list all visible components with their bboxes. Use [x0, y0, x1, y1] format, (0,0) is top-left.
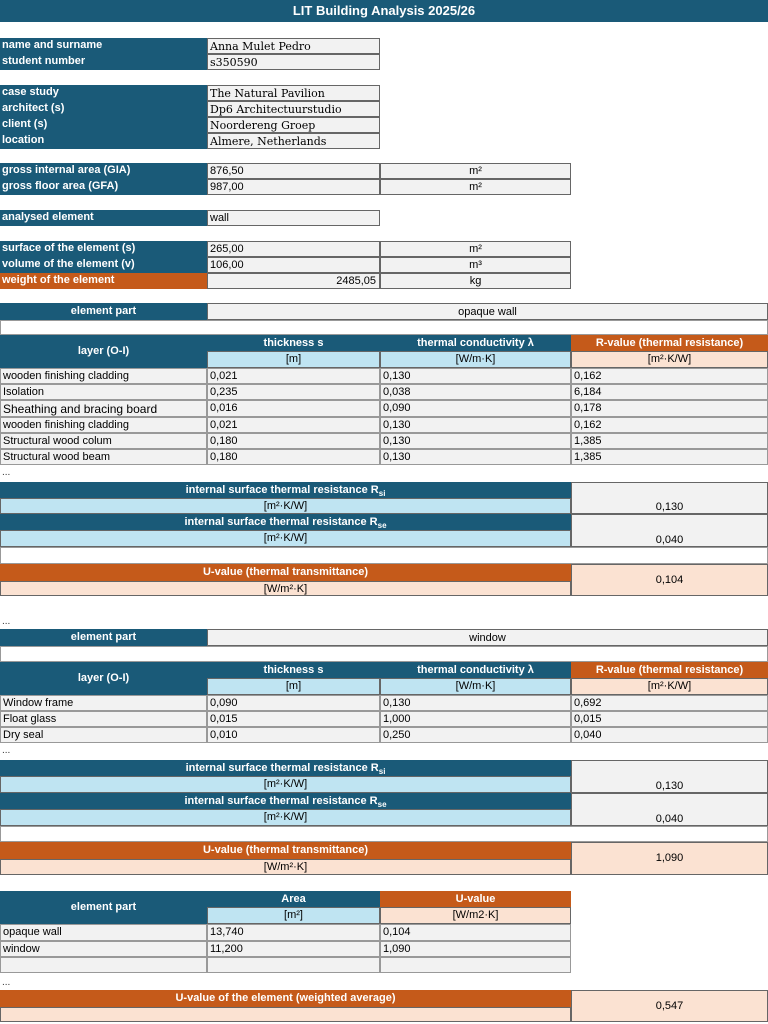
gfa-row	[0, 179, 571, 195]
opaque-rse-row	[0, 514, 768, 547]
summary-u-value: 0,104	[380, 924, 571, 941]
window-rsi-row	[0, 760, 768, 793]
table-row	[0, 384, 768, 400]
summary-u-header: U-value	[380, 891, 571, 907]
window-spacer-2	[0, 826, 768, 842]
table-row	[0, 924, 571, 941]
weighted-label: U-value of the element (weighted average)	[0, 990, 571, 1007]
name-row	[0, 38, 380, 54]
window-rse-value: 0,040	[571, 793, 768, 826]
client-field[interactable]: Noordereng Groep	[207, 117, 380, 133]
opaque-layer-header: layer (O-I)	[0, 335, 207, 368]
window-u-row	[0, 842, 768, 875]
location-row	[0, 133, 380, 149]
weight-row	[0, 273, 571, 289]
gia-row	[0, 163, 571, 179]
opaque-u-row	[0, 564, 768, 596]
ellipsis-text: ...	[2, 616, 11, 627]
layer-r-value: 0,015	[571, 711, 768, 727]
volume-row	[0, 257, 571, 273]
table-row	[0, 957, 571, 973]
opaque-part-row	[0, 303, 768, 320]
weight-label: weight of the element	[0, 273, 207, 289]
table-row	[0, 941, 571, 957]
volume-label: volume of the element (v)	[0, 257, 207, 273]
layer-thickness[interactable]: 0,235	[207, 384, 380, 400]
name-label: name and surname	[0, 38, 207, 54]
layer-thickness[interactable]: 0,180	[207, 449, 380, 465]
layer-thickness[interactable]: 0,010	[207, 727, 380, 743]
client-label: client (s)	[0, 117, 207, 133]
opaque-r-unit: [m²·K/W]	[571, 351, 768, 368]
layer-name: Sheathing and bracing board	[0, 400, 207, 417]
spacer-cell	[0, 646, 768, 662]
surface-field[interactable]: 265,00	[207, 241, 380, 257]
layer-thickness[interactable]: 0,180	[207, 433, 380, 449]
opaque-thickness-unit: [m]	[207, 351, 380, 368]
weighted-value: 0,547	[571, 990, 768, 1022]
layer-conductivity[interactable]: 0,250	[380, 727, 571, 743]
summary-empty-cell[interactable]	[0, 957, 207, 973]
layer-conductivity[interactable]: 0,130	[380, 695, 571, 711]
student-row	[0, 54, 380, 70]
opaque-rsi-row	[0, 482, 768, 514]
architect-field[interactable]: Dp6 Architectuurstudio	[207, 101, 380, 117]
window-rse-label: internal surface thermal resistance $R_{se}$	[0, 793, 571, 809]
opaque-part-value: opaque wall	[207, 303, 768, 320]
volume-field[interactable]: 106,00	[207, 257, 380, 273]
window-conductivity-unit: [W/m·K]	[380, 678, 571, 695]
opaque-rse-unit: [m²·K/W]	[0, 530, 571, 547]
ellipsis-text: ...	[2, 977, 11, 988]
volume-unit: m³	[380, 257, 571, 273]
name-field[interactable]: Anna Mulet Pedro	[207, 38, 380, 54]
window-part-row	[0, 629, 768, 646]
window-conductivity-header: thermal conductivity λ	[380, 662, 571, 678]
layer-thickness[interactable]: 0,016	[207, 400, 380, 417]
window-part-value: window	[207, 629, 768, 646]
layer-conductivity[interactable]: 0,130	[380, 433, 571, 449]
client-row	[0, 117, 380, 133]
layer-conductivity[interactable]: 0,130	[380, 368, 571, 384]
spacer-cell	[0, 320, 768, 335]
summary-part-name: opaque wall	[0, 924, 207, 941]
layer-r-value: 0,162	[571, 368, 768, 384]
gia-unit: m²	[380, 163, 571, 179]
surface-unit: m²	[380, 241, 571, 257]
case-field[interactable]: The Natural Pavilion	[207, 85, 380, 101]
layer-conductivity[interactable]: 0,130	[380, 417, 571, 433]
table-row	[0, 400, 768, 417]
layer-conductivity[interactable]: 0,090	[380, 400, 571, 417]
weight-field[interactable]: 2485,05	[207, 273, 380, 289]
window-part-label: element part	[0, 629, 207, 646]
opaque-u-value: 0,104	[571, 564, 768, 596]
gia-label: gross internal area (GIA)	[0, 163, 207, 179]
location-field[interactable]: Almere, Netherlands	[207, 133, 380, 149]
summary-empty-cell[interactable]	[207, 957, 380, 973]
layer-name: wooden finishing cladding	[0, 368, 207, 384]
window-rse-unit: [m²·K/W]	[0, 809, 571, 826]
analysed-label: analysed element	[0, 210, 207, 226]
summary-u-value: 1,090	[380, 941, 571, 957]
layer-thickness[interactable]: 0,021	[207, 417, 380, 433]
case-row	[0, 85, 380, 101]
opaque-conductivity-unit: [W/m·K]	[380, 351, 571, 368]
layer-r-value: 1,385	[571, 433, 768, 449]
summary-area-header: Area	[207, 891, 380, 907]
summary-empty-cell[interactable]	[380, 957, 571, 973]
window-r-unit: [m²·K/W]	[571, 678, 768, 695]
window-r-header: R-value (thermal resistance)	[571, 662, 768, 678]
layer-name: Structural wood beam	[0, 449, 207, 465]
page-title: LIT Building Analysis 2025/26	[0, 0, 768, 22]
architect-row	[0, 101, 380, 117]
opaque-spacer-2	[0, 547, 768, 564]
window-spacer	[0, 646, 768, 662]
layer-r-value: 0,178	[571, 400, 768, 417]
opaque-rse-value: 0,040	[571, 514, 768, 547]
weight-unit: kg	[380, 273, 571, 289]
layer-thickness[interactable]: 0,090	[207, 695, 380, 711]
table-row	[0, 417, 768, 433]
layer-conductivity[interactable]: 1,000	[380, 711, 571, 727]
surface-row	[0, 241, 571, 257]
student-label: student number	[0, 54, 207, 70]
layer-r-value: 0,162	[571, 417, 768, 433]
opaque-rsi-label: internal surface thermal resistance $R_{si}$	[0, 482, 571, 498]
ellipsis-text: ...	[2, 467, 11, 478]
opaque-u-unit: [W/m²·K]	[0, 581, 571, 596]
window-u-label: U-value (thermal transmittance)	[0, 842, 571, 859]
opaque-rsi-unit: [m²·K/W]	[0, 498, 571, 514]
opaque-header	[0, 335, 768, 368]
window-thickness-unit: [m]	[207, 678, 380, 695]
gfa-field[interactable]: 987,00	[207, 179, 380, 195]
window-u-value: 1,090	[571, 842, 768, 875]
window-rsi-unit: [m²·K/W]	[0, 776, 571, 793]
summary-part-name: window	[0, 941, 207, 957]
case-label: case study	[0, 85, 207, 101]
layer-name: Isolation	[0, 384, 207, 400]
weighted-unit-cell	[0, 1007, 571, 1022]
summary-area-unit: [m²]	[207, 907, 380, 924]
table-row	[0, 727, 768, 743]
window-layer-header: layer (O-I)	[0, 662, 207, 695]
window-u-unit: [W/m²·K]	[0, 859, 571, 875]
layer-thickness[interactable]: 0,015	[207, 711, 380, 727]
layer-thickness[interactable]: 0,021	[207, 368, 380, 384]
table-row	[0, 695, 768, 711]
window-thickness-header: thickness s	[207, 662, 380, 678]
layer-r-value: 0,040	[571, 727, 768, 743]
window-rse-row	[0, 793, 768, 826]
spacer-cell	[0, 826, 768, 842]
window-rsi-label: internal surface thermal resistance $R_{si}$	[0, 760, 571, 776]
table-row	[0, 433, 768, 449]
gfa-unit: m²	[380, 179, 571, 195]
analysed-field[interactable]: wall	[207, 210, 380, 226]
gia-field[interactable]: 876,50	[207, 163, 380, 179]
opaque-r-header: R-value (thermal resistance)	[571, 335, 768, 351]
summary-u-unit: [W/m2·K]	[380, 907, 571, 924]
opaque-rsi-value: 0,130	[571, 482, 768, 514]
layer-conductivity[interactable]: 0,130	[380, 449, 571, 465]
summary-area-value[interactable]: 13,740	[207, 924, 380, 941]
student-field[interactable]: s350590	[207, 54, 380, 70]
layer-name: Dry seal	[0, 727, 207, 743]
gfa-label: gross floor area (GFA)	[0, 179, 207, 195]
layer-name: Structural wood colum	[0, 433, 207, 449]
architect-label: architect (s)	[0, 101, 207, 117]
summary-header	[0, 891, 571, 924]
summary-area-value[interactable]: 11,200	[207, 941, 380, 957]
spacer-cell	[0, 547, 768, 564]
layer-conductivity[interactable]: 0,038	[380, 384, 571, 400]
layer-name: wooden finishing cladding	[0, 417, 207, 433]
surface-label: surface of the element (s)	[0, 241, 207, 257]
layer-name: Window frame	[0, 695, 207, 711]
opaque-spacer	[0, 320, 768, 335]
ellipsis-text: ...	[2, 745, 11, 756]
table-row	[0, 449, 768, 465]
table-row	[0, 368, 768, 384]
location-label: location	[0, 133, 207, 149]
opaque-part-label: element part	[0, 303, 207, 320]
layer-r-value: 0,692	[571, 695, 768, 711]
summary-part-header: element part	[0, 891, 207, 924]
analysed-row	[0, 210, 380, 226]
opaque-u-label: U-value (thermal transmittance)	[0, 564, 571, 581]
window-header	[0, 662, 768, 695]
layer-name: Float glass	[0, 711, 207, 727]
opaque-thickness-header: thickness s	[207, 335, 380, 351]
layer-r-value: 6,184	[571, 384, 768, 400]
window-rsi-value: 0,130	[571, 760, 768, 793]
weighted-row	[0, 990, 768, 1022]
layer-r-value: 1,385	[571, 449, 768, 465]
opaque-rse-label: internal surface thermal resistance $R_{se}$	[0, 514, 571, 530]
table-row	[0, 711, 768, 727]
opaque-conductivity-header: thermal conductivity λ	[380, 335, 571, 351]
